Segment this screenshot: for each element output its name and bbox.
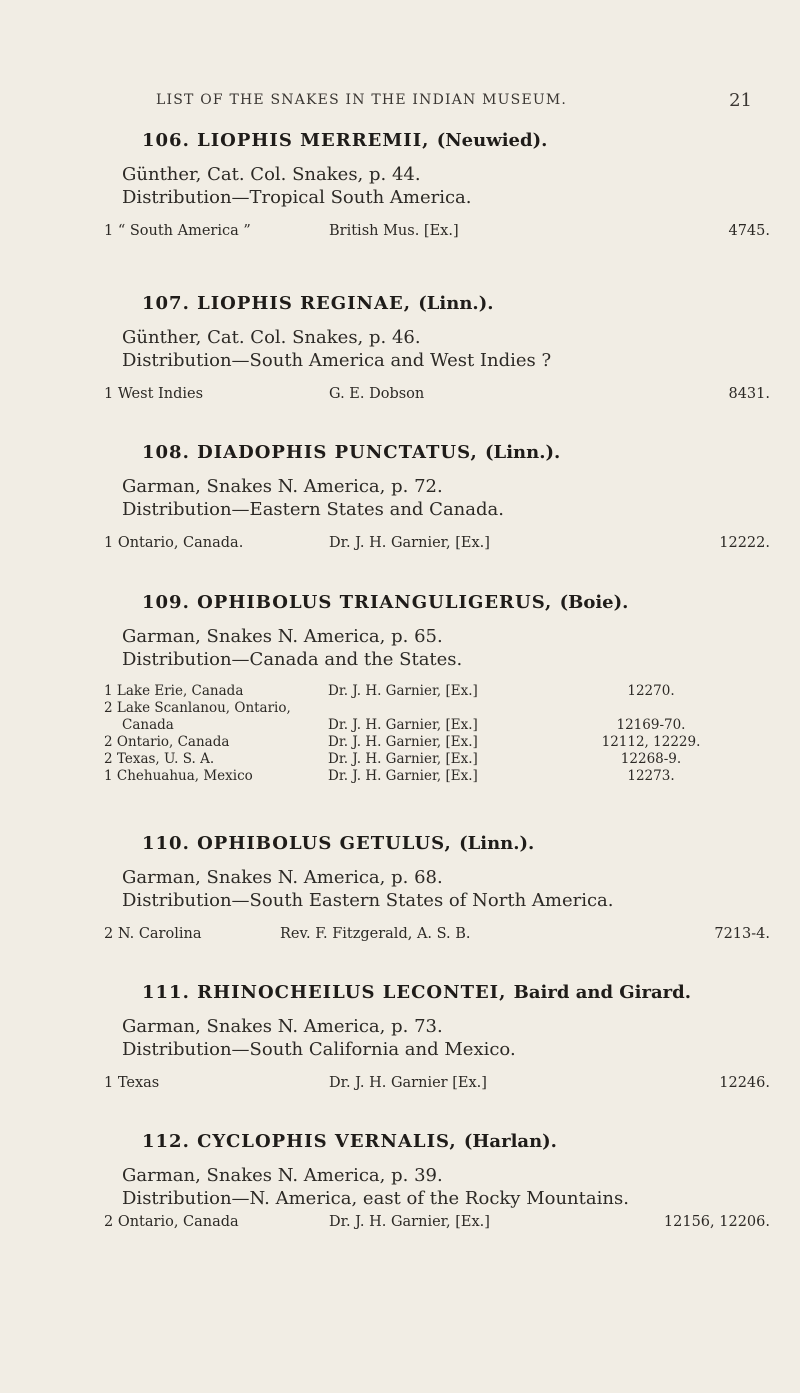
specimen-donor: Dr. J. H. Garnier, [Ex.] [329, 1214, 490, 1230]
specimen-locality: 1 Texas [104, 1075, 160, 1091]
species-reference: Garman, Snakes N. America, p. 65. [122, 626, 443, 647]
specimen-register: 7213-4. [714, 926, 770, 942]
specimen-locality: 1 West Indies [104, 386, 204, 402]
specimen-table [104, 683, 774, 785]
species-reference: Garman, Snakes N. America, p. 73. [122, 1016, 443, 1037]
specimen-register: 8431. [728, 386, 770, 402]
specimen-register: 12169-70. [616, 717, 686, 733]
species-heading [142, 592, 774, 613]
specimen-row [104, 386, 774, 408]
species-entry-110 [104, 833, 774, 948]
species-author: (Harlan). [463, 1131, 557, 1152]
specimen-donor: Dr. J. H. Garnier [Ex.] [329, 1075, 487, 1091]
species-reference: Garman, Snakes N. America, p. 39. [122, 1165, 443, 1186]
specimen-row [104, 683, 774, 700]
specimen-donor: Dr. J. H. Garnier, [Ex.] [328, 717, 478, 733]
specimen-donor: Dr. J. H. Garnier, [Ex.] [328, 734, 478, 750]
species-name: 110. OPHIBOLUS GETULUS, [142, 833, 452, 854]
species-entry-106 [104, 130, 774, 245]
specimen-donor: Dr. J. H. Garnier, [Ex.] [328, 768, 478, 784]
species-distribution: Distribution—Eastern States and Canada. [122, 499, 504, 520]
species-author: (Linn.). [459, 833, 535, 854]
specimen-register: 12222. [719, 535, 770, 551]
specimen-row [104, 751, 774, 768]
species-author: (Linn.). [485, 442, 561, 463]
specimen-row [104, 535, 774, 557]
species-author: Baird and Girard. [513, 982, 692, 1003]
species-entry-109 [104, 592, 774, 785]
specimen-locality: 2 Texas, U. S. A. [104, 751, 215, 767]
specimen-row [104, 926, 774, 948]
species-distribution: Distribution—South America and West Indies ? [122, 350, 552, 371]
specimen-row [104, 1075, 774, 1097]
species-author: (Boie). [559, 592, 629, 613]
specimen-donor: Dr. J. H. Garnier, [Ex.] [329, 535, 490, 551]
specimen-donor: British Mus. [Ex.] [329, 223, 459, 239]
species-distribution: Distribution—N. America, east of the Rocky Mountains. [122, 1188, 629, 1209]
specimen-locality: 2 Lake Scanlanou, Ontario, [104, 700, 291, 716]
species-name: 109. OPHIBOLUS TRIANGULIGERUS, [142, 592, 553, 613]
specimen-register: 12112, 12229. [601, 734, 701, 750]
specimen-locality: Canada [122, 717, 174, 733]
specimen-register: 12270. [627, 683, 675, 699]
species-heading [142, 130, 774, 151]
specimen-register: 12246. [719, 1075, 770, 1091]
specimen-locality: 2 N. Carolina [104, 926, 202, 942]
species-entry-111 [104, 982, 774, 1097]
species-name: 108. DIADOPHIS PUNCTATUS, [142, 442, 478, 463]
species-name: 107. LIOPHIS REGINAE, [142, 293, 411, 314]
species-distribution: Distribution—Canada and the States. [122, 649, 463, 670]
species-heading [142, 442, 774, 463]
species-name: 111. RHINOCHEILUS LECONTEI, [142, 982, 507, 1003]
species-name: 106. LIOPHIS MERREMII, [142, 130, 430, 151]
specimen-row [104, 700, 774, 717]
species-heading [142, 1131, 774, 1152]
species-entry-108 [104, 442, 774, 557]
species-author: (Neuwied). [436, 130, 548, 151]
species-heading [142, 982, 774, 1003]
species-distribution: Distribution—South Eastern States of North America. [122, 890, 614, 911]
species-distribution: Distribution—Tropical South America. [122, 187, 472, 208]
specimen-register: 12268-9. [620, 751, 682, 767]
specimen-locality: 1 Ontario, Canada. [104, 535, 244, 551]
specimen-donor: Rev. F. Fitzgerald, A. S. B. [280, 926, 471, 942]
species-entry-107 [104, 293, 774, 408]
specimen-row [104, 768, 774, 785]
specimen-row [104, 223, 774, 245]
specimen-locality: 2 Ontario, Canada [104, 1214, 239, 1230]
specimen-donor: G. E. Dobson [329, 386, 425, 402]
species-heading [142, 293, 774, 314]
species-reference: Günther, Cat. Col. Snakes, p. 46. [122, 327, 421, 348]
species-name: 112. CYCLOPHIS VERNALIS, [142, 1131, 457, 1152]
specimen-locality: 1 Chehuahua, Mexico [104, 768, 253, 784]
species-reference: Günther, Cat. Col. Snakes, p. 44. [122, 164, 421, 185]
running-title: LIST OF THE SNAKES IN THE INDIAN MUSEUM. [156, 92, 568, 108]
species-reference: Garman, Snakes N. America, p. 72. [122, 476, 443, 497]
specimen-donor: Dr. J. H. Garnier, [Ex.] [328, 751, 478, 767]
species-distribution: Distribution—South California and Mexico. [122, 1039, 516, 1060]
species-reference: Garman, Snakes N. America, p. 68. [122, 867, 443, 888]
specimen-donor: Dr. J. H. Garnier, [Ex.] [328, 683, 478, 699]
page-number: 21 [729, 90, 752, 111]
species-author: (Linn.). [418, 293, 494, 314]
specimen-locality: 1 “ South America ” [104, 223, 251, 239]
specimen-register: 12273. [627, 768, 675, 784]
specimen-row [104, 734, 774, 751]
species-entry-112 [104, 1131, 774, 1236]
specimen-locality: 2 Ontario, Canada [104, 734, 230, 750]
specimen-register: 4745. [728, 223, 770, 239]
specimen-row [104, 1214, 774, 1236]
specimen-locality: 1 Lake Erie, Canada [104, 683, 244, 699]
specimen-register: 12156, 12206. [663, 1214, 770, 1230]
species-heading [142, 833, 774, 854]
specimen-row [104, 717, 774, 734]
